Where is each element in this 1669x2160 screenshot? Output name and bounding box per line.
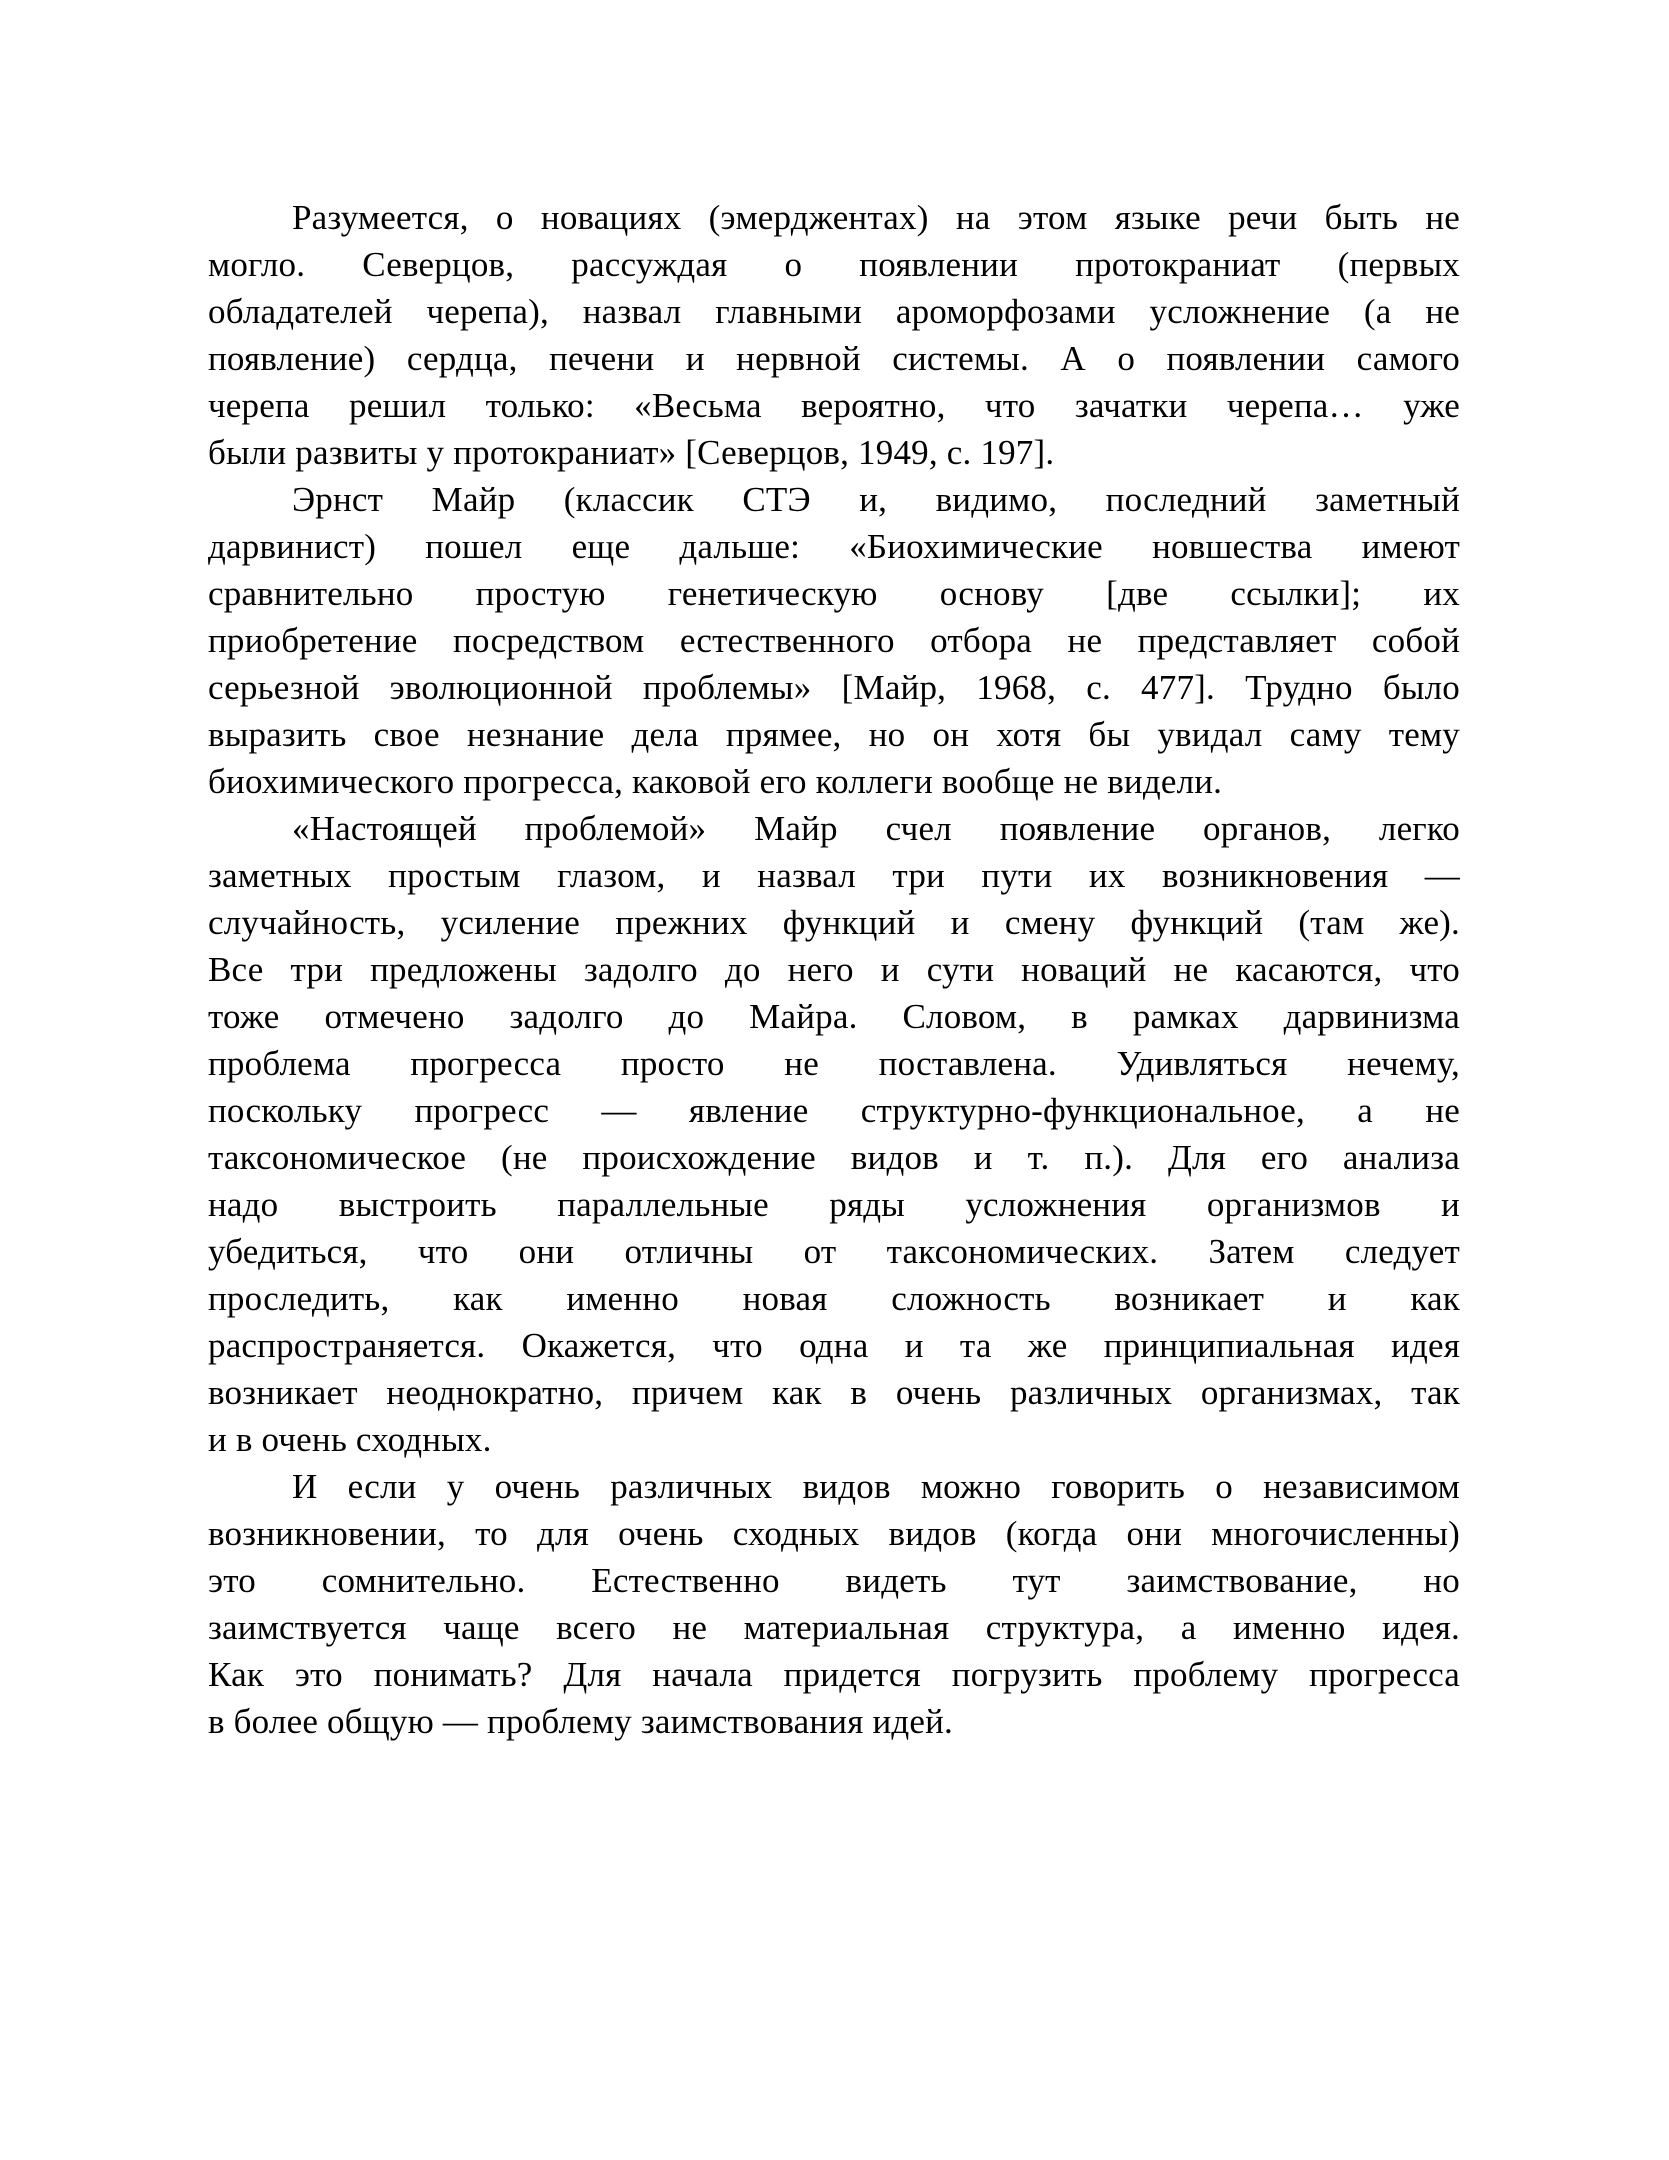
text-line: это сомнительно. Естественно видеть тут заимствование, но [208,1561,1460,1600]
text-line: Все три предложены задолго до него и сути новаций не касаются, что [208,950,1460,989]
text-line: серьезной эволюционной проблемы» [Майр, 1968, с. 477]. Трудно было [208,668,1460,707]
text-line: в более общую — проблему заимствования идей. [208,1702,953,1741]
text-line: сравнительно простую генетическую основу [две ссылки]; их [208,574,1460,613]
text-line: заметных простым глазом, и назвал три пути их возникновения — [208,856,1460,895]
text-line: Эрнст Майр (классик СТЭ и, видимо, последний заметный [292,480,1460,519]
text-line: возникает неоднократно, причем как в очень различных организмах, так [208,1373,1460,1412]
text-line: надо выстроить параллельные ряды усложнения организмов и [208,1185,1460,1224]
text-line: выразить свое незнание дела прямее, но он хотя бы увидал саму тему [208,715,1460,754]
text-line: проследить, как именно новая сложность возникает и как [208,1279,1460,1318]
text-line: И если у очень различных видов можно говорить о независимом [292,1467,1460,1506]
text-line: распространяется. Окажется, что одна и та же принципиальная идея [208,1326,1460,1365]
text-block [208,194,1460,1745]
paragraph [208,194,1460,476]
paragraph [208,1463,1460,1745]
paragraph [208,805,1460,1463]
text-line: и в очень сходных. [208,1420,492,1459]
text-line: убедиться, что они отличны от таксономических. Затем следует [208,1232,1460,1271]
text-line: появление) сердца, печени и нервной системы. А о появлении самого [208,339,1460,378]
text-line: случайность, усиление прежних функций и смену функций (там же). [208,903,1460,942]
text-line: возникновении, то для очень сходных видов (когда они многочисленны) [208,1514,1460,1553]
text-line: «Настоящей проблемой» Майр счел появление органов, легко [292,809,1460,848]
text-line: тоже отмечено задолго до Майра. Словом, в рамках дарвинизма [208,997,1460,1036]
text-line: проблема прогресса просто не поставлена. Удивляться нечему, [208,1044,1460,1083]
text-line: приобретение посредством естественного отбора не представляет собой [208,621,1460,660]
text-line: Как это понимать? Для начала придется погрузить проблему прогресса [208,1655,1460,1694]
text-line: биохимического прогресса, каковой его коллеги вообще не видели. [208,762,1223,801]
text-line: Разумеется, о новациях (эмерджентах) на этом языке речи быть не [292,198,1460,237]
text-line: могло. Северцов, рассуждая о появлении протокраниат (первых [208,245,1460,284]
text-line: черепа решил только: «Весьма вероятно, что зачатки черепа… уже [208,386,1460,425]
text-line: обладателей черепа), назвал главными ароморфозами усложнение (а не [208,292,1460,331]
text-line: дарвинист) пошел еще дальше: «Биохимические новшества имеют [208,527,1460,566]
text-line: таксономическое (не происхождение видов и т. п.). Для его анализа [208,1138,1460,1177]
text-line: были развиты у протокраниат» [Северцов, 1949, с. 197]. [208,433,1055,472]
paragraph [208,476,1460,805]
text-line: поскольку прогресс — явление структурно-функциональное, а не [208,1091,1460,1130]
text-line: заимствуется чаще всего не материальная структура, а именно идея. [208,1608,1460,1647]
